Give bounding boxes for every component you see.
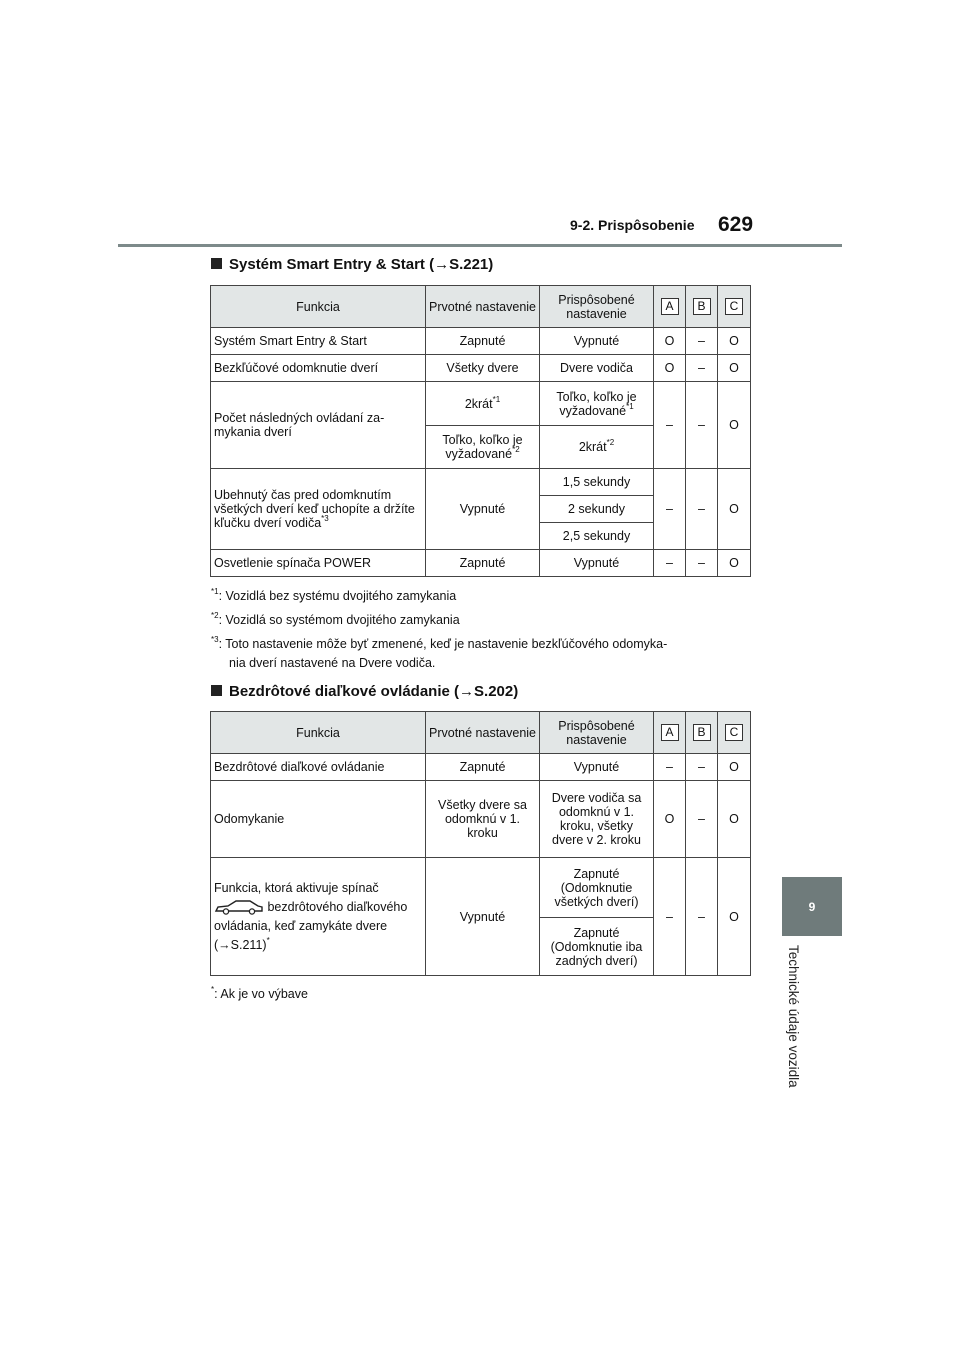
footnote-3: $^{*3}$: Toto nastavenie môže byť zmenené, keď je nastavenie bezkľúčového odomyka- (211, 635, 668, 651)
table-row: Ubehnutý čas pred odomknutím všetkých dverí keď uchopíte a držíte kľučku dverí vodiča$^{*3}$ Vypnuté 1,5 sekundy – – O (211, 469, 751, 496)
square-bullet-icon (211, 685, 222, 696)
col-prisposobene: Prispôsobené nastavenie (540, 712, 654, 754)
footnote-3-continued: nia dverí nastavené na Dvere vodiča. (229, 656, 436, 670)
chapter-title: Technické údaje vozidla (786, 945, 801, 1088)
col-a: A (661, 298, 679, 315)
chapter-tab (782, 877, 842, 936)
section-heading: 9-2. Prispôsobenie (570, 217, 695, 233)
footnote-2: $^{*2}$: Vozidlá so systémom dvojitého zamykania (211, 611, 460, 627)
footnote-star: *: Ak je vo výbave (211, 985, 308, 1001)
chapter-number: 9 (808, 899, 816, 914)
col-prisposobene: Prispôsobené nastavenie (540, 286, 654, 328)
table-row: 2,5 sekundy (211, 523, 751, 550)
settings-table-wireless-remote (210, 711, 751, 976)
col-b: B (693, 298, 711, 315)
table-row: Funkcia, ktorá aktivuje spínač bezdrôtového diaľkového ovládania, keď zamykáte dvere (→S.211)* Vypnuté Zapnuté (Odomknutie všetkých dverí) – – O (211, 858, 751, 918)
table-row: Osvetlenie spínača POWER Zapnuté Vypnuté – – O (211, 550, 751, 577)
section1-title: Systém Smart Entry & Start (→S.221) (211, 256, 493, 273)
col-prvotne: Prvotné nastavenie (426, 286, 540, 328)
table-row: Odomykanie Všetky dvere sa odomknú v 1. kroku Dvere vodiča sa odomknú v 1. kroku, všetky dvere v 2. kroku O – O (211, 781, 751, 858)
table-row: Zapnuté (Odomknutie iba zadných dverí) (211, 918, 751, 976)
table-row: Počet následných ovládaní za-mykania dverí 2krát$^{*1}$ Toľko, koľko je vyžadované$^{*1}$ – – O (211, 382, 751, 426)
col-b: B (693, 724, 711, 741)
page-number: 629 (718, 213, 754, 236)
col-c: C (725, 724, 743, 741)
table-row: 2 sekundy (211, 496, 751, 523)
table-header-row (211, 712, 751, 754)
footnote-1: $^{*1}$: Vozidlá bez systému dvojitého zamykania (211, 587, 457, 603)
col-c: C (725, 298, 743, 315)
arrow-icon: → (434, 256, 450, 273)
col-funkcia: Funkcia (211, 712, 426, 754)
col-funkcia: Funkcia (211, 286, 426, 328)
col-prvotne: Prvotné nastavenie (426, 712, 540, 754)
table-row: Toľko, koľko je vyžadované$^{*2}$ 2krát$^{*2}$ (211, 426, 751, 469)
arrow-icon: → (218, 937, 231, 952)
table-row: Bezkľúčové odomknutie dverí Všetky dvere Dvere vodiča O – O (211, 355, 751, 382)
chapter-title-vertical (783, 945, 805, 1115)
header-divider (118, 244, 842, 247)
table-header-row (211, 286, 751, 328)
table-row: Systém Smart Entry & Start Zapnuté Vypnuté O – O (211, 328, 751, 355)
settings-table-smart-entry (210, 285, 751, 577)
table-row: Bezdrôtové diaľkové ovládanie Zapnuté Vypnuté – – O (211, 754, 751, 781)
section2-title: Bezdrôtové diaľkové ovládanie (→S.202) (211, 683, 518, 700)
car-outline-icon (214, 899, 264, 915)
arrow-icon: → (459, 683, 475, 700)
col-a: A (661, 724, 679, 741)
square-bullet-icon (211, 258, 222, 269)
